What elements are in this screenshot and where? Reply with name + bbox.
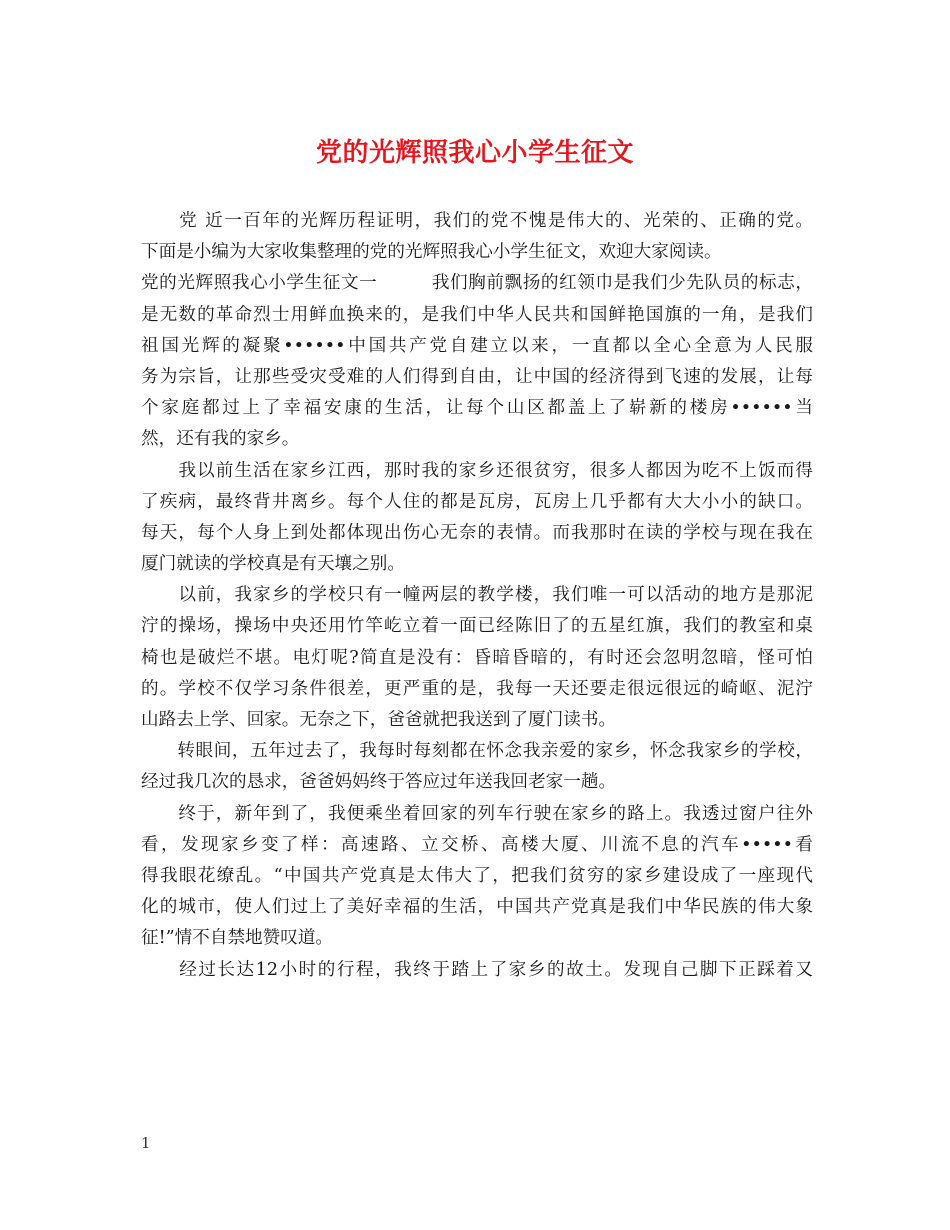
text-line: 经过长达12小时的行程，我终于踏上了家乡的故土。发现自己脚下正踩着又 xyxy=(141,959,813,980)
document-title: 党的光辉照我心小学生征文 xyxy=(315,138,634,168)
text-line: 以前，我家乡的学校只有一幢两层的教学楼，我们唯一可以活动的地方是那泥 xyxy=(141,585,813,606)
text-line: 党 近一百年的光辉历程证明，我们的党不愧是伟大的、光荣的、正确的党。 xyxy=(141,211,813,231)
text-line: 经过我几次的恳求，爸爸妈妈终于答应过年送我回老家一趟。 xyxy=(141,772,617,793)
text-line: 个家庭都过上了幸福安康的生活，让每个山区都盖上了崭新的楼房••••••当 xyxy=(141,398,813,419)
text-line: 厦门就读的学校真是有天壤之别。 xyxy=(141,554,405,575)
text-line: 泞的操场，操场中央还用竹竿屹立着一面已经陈旧了的五星红旗，我们的教室和桌 xyxy=(141,616,813,637)
document-body xyxy=(141,206,813,986)
text-line: 终于，新年到了，我便乘坐着回家的列车行驶在家乡的路上。我透过窗户往外 xyxy=(141,803,813,824)
text-line: 务为宗旨，让那些受灾受难的人们得到自由，让中国的经济得到飞速的发展，让每 xyxy=(141,366,813,387)
text-line: 山路去上学、回家。无奈之下，爸爸就把我送到了厦门读书。 xyxy=(141,710,617,730)
text-line: 我以前生活在家乡江西，那时我的家乡还很贫穷，很多人都因为吃不上饭而得 xyxy=(141,460,813,481)
text-line: 祖国光辉的凝聚••••••中国共产党自建立以来，一直都以全心全意为人民服 xyxy=(141,335,813,356)
text-line: 征!”情不自禁地赞叹道。 xyxy=(141,928,334,949)
text-line: 下面是小编为大家收集整理的党的光辉照我心小学生征文，欢迎大家阅读。 xyxy=(141,242,722,263)
page-number: 1 xyxy=(141,1134,151,1152)
text-line: 得我眼花缭乱。“中国共产党真是太伟大了，把我们贫穷的家乡建设成了一座现代 xyxy=(141,865,813,886)
text-line: 转眼间，五年过去了，我每时每刻都在怀念我亲爱的家乡，怀念我家乡的学校， xyxy=(141,741,813,762)
text-line: 化的城市，使人们过上了美好幸福的生活，中国共产党真是我们中华民族的伟大象 xyxy=(141,897,813,918)
text-line: 是无数的革命烈士用鲜血换来的，是我们中华人民共和国鲜艳国旗的一角，是我们 xyxy=(141,304,813,325)
text-line: 椅也是破烂不堪。电灯呢?简直是没有：昏暗昏暗的，有时还会忽明忽暗，怪可怕 xyxy=(141,647,813,668)
text-line: 党的光辉照我心小学生征文一 我们胸前飘扬的红领巾是我们少先队员的标志， xyxy=(141,273,813,294)
text-line: 然，还有我的家乡。 xyxy=(141,429,300,450)
text-line: 了疾病，最终背井离乡。每个人住的都是瓦房，瓦房上几乎都有大大小小的缺口。 xyxy=(141,491,813,512)
text-line: 看，发现家乡变了样：高速路、立交桥、高楼大厦、川流不息的汽车•••••看 xyxy=(141,834,813,855)
text-line: 每天，每个人身上到处都体现出伤心无奈的表情。而我那时在读的学校与现在我在 xyxy=(141,522,813,543)
text-line: 的。学校不仅学习条件很差，更严重的是，我每一天还要走很远很远的崎岖、泥泞 xyxy=(141,678,813,699)
